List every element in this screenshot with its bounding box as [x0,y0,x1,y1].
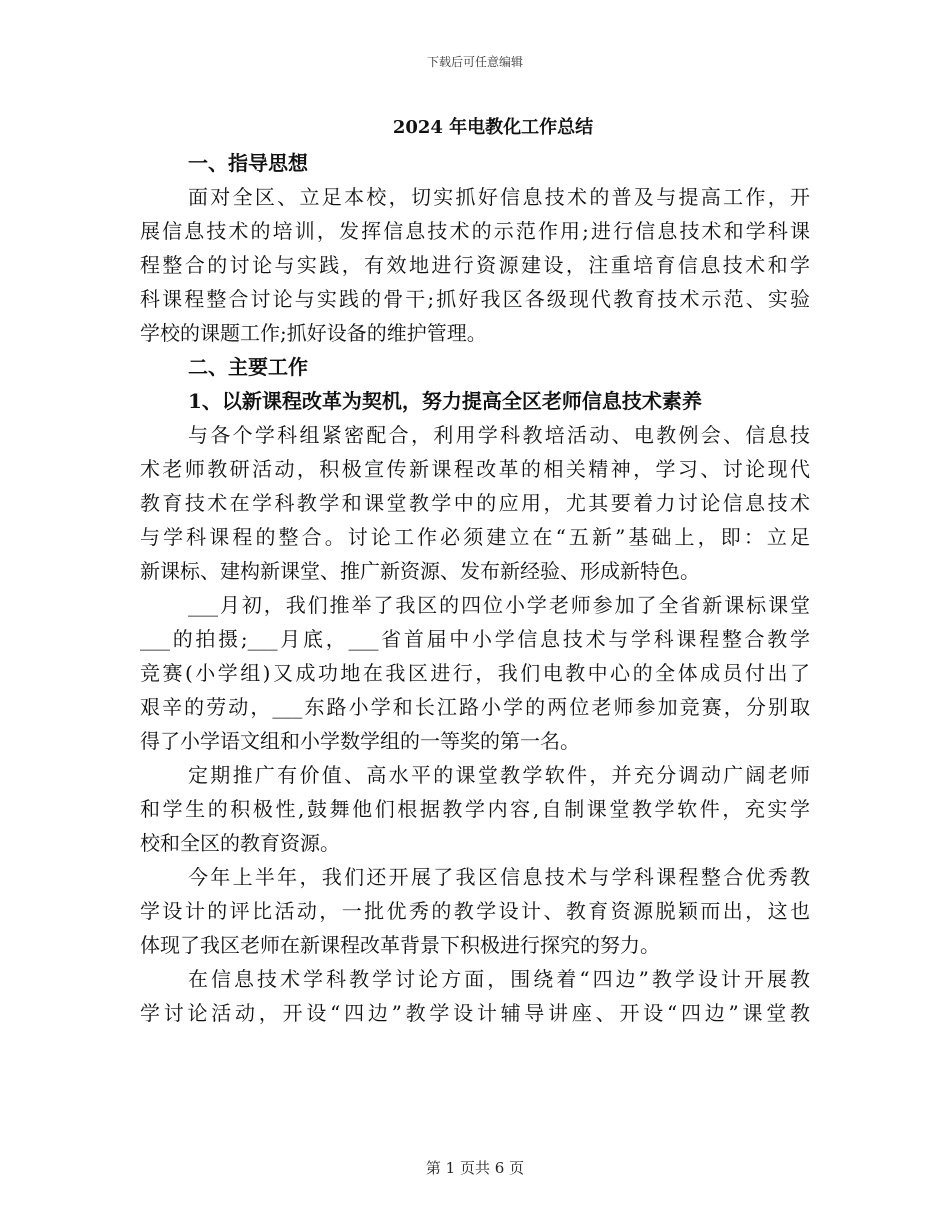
paragraph-line: 学设计的评比活动，一批优秀的教学设计、教育资源脱颖而出，这也 [140,899,810,923]
paragraph-line: 定期推广有价值、高水平的课堂教学软件，并充分调动广阔老师 [188,763,810,787]
paragraph-cooperation [140,418,810,588]
paragraph-line: ___的拍摄;___月底，___省首届中小学信息技术与学科课程整合教学 [140,627,810,651]
paragraph-guiding-thought [140,180,810,350]
paragraph-line: 在信息技术学科教学讨论方面，围绕着“四边”教学设计开展教 [188,967,810,991]
paragraph-line: 科课程整合讨论与实践的骨干;抓好我区各级现代教育技术示范、实验 [140,287,810,311]
section-heading-guiding-thought: 一、指导思想 [188,151,308,175]
subheading-curriculum-reform: 1、以新课程改革为契机，努力提高全区老师信息技术素养 [188,389,702,413]
paragraph-teaching-research [140,962,810,1030]
paragraph-line: ___月初，我们推举了我区的四位小学老师参加了全省新课标课堂 [188,593,810,617]
paragraph-line: 艰辛的劳动，___东路小学和长江路小学的两位老师参加竞赛，分别取 [140,695,810,719]
document-body [140,110,810,1030]
section-heading-main-work: 二、主要工作 [188,355,308,379]
paragraph-evaluation [140,860,810,962]
paragraph-line: 与各个学科组紧密配合，利用学科教培活动、电教例会、信息技 [188,423,810,447]
paragraph-line: 新课标、建构新课堂、推广新资源、发布新经验、形成新特色。 [140,559,700,583]
paragraph-line: 体现了我区老师在新课程改革背景下积极进行探究的努力。 [140,933,660,957]
paragraph-line: 程整合的讨论与实践，有效地进行资源建设，注重培育信息技术和学 [140,253,810,277]
paragraph-line: 竞赛(小学组)又成功地在我区进行，我们电教中心的全体成员付出了 [140,661,810,685]
paragraph-line: 学校的课题工作;抓好设备的维护管理。 [140,321,487,345]
paragraph-line: 和学生的积极性,鼓舞他们根据教学内容,自制课堂教学软件，充实学 [140,797,810,821]
paragraph-line: 展信息技术的培训，发挥信息技术的示范作用;进行信息技术和学科课 [140,219,810,243]
page-footer: 第 1 页共 6 页 [425,1159,525,1177]
paragraph-line: 教育技术在学科教学和课堂教学中的应用，尤其要着力讨论信息技术 [140,491,810,515]
paragraph-line: 与学科课程的整合。讨论工作必须建立在“五新”基础上，即：立足 [140,525,810,549]
document-title: 2024 年电教化工作总结 [392,117,594,138]
paragraph-line: 学讨论活动，开设“四边”教学设计辅导讲座、开设“四边”课堂教 [140,1001,810,1025]
paragraph-line: 术老师教研活动，积极宣传新课程改革的相关精神，学习、讨论现代 [140,457,810,481]
paragraph-line: 得了小学语文组和小学数学组的一等奖的第一名。 [140,729,580,753]
paragraph-line: 面对全区、立足本校，切实抓好信息技术的普及与提高工作，开 [188,185,810,209]
paragraph-competition [140,588,810,758]
paragraph-line: 校和全区的教育资源。 [140,831,340,855]
paragraph-software [140,758,810,860]
paragraph-line: 今年上半年，我们还开展了我区信息技术与学科课程整合优秀教 [188,865,810,889]
page-header: 下载后可任意编辑 [426,55,523,69]
